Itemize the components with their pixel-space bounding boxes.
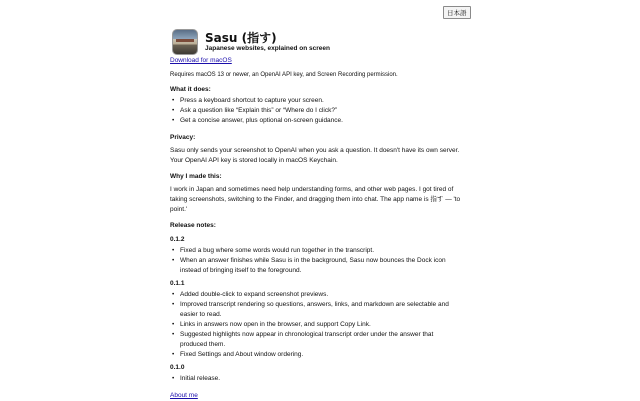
list-item-continuation: produced them. [180,341,226,348]
release-notes-heading: Release notes: [170,222,216,229]
download-link[interactable]: Download for macOS [170,57,232,64]
privacy-text-line1: Sasu only sends your screenshot to OpenAI when you ask a question. It doesn't have its own server. [170,147,460,154]
language-toggle-button[interactable]: 日本語 [443,6,471,19]
app-subtitle: Japanese websites, explained on screen [205,45,331,52]
why-text-line2: taking screenshots, switching to the Finder, and dragging them into chat. The app name is 指す — 'to [170,196,461,203]
about-me-link[interactable]: About me [170,392,198,399]
list-item: • Suggested highlights now appear in chronological transcript order under the answer that [180,330,470,340]
list-item: • Links in answers now open in the browser, and support Copy Link. [180,320,470,330]
list-item: • Initial release. [180,374,470,384]
why-heading: Why I made this: [170,173,222,180]
list-item: • Fixed Settings and About window ordering. [180,350,470,360]
list-item-continuation: instead of bringing itself to the foreground. [180,267,302,274]
list-item: • Fixed a bug where some words would run together in the transcript. [180,246,470,256]
list-item: • Press a keyboard shortcut to capture your screen. [180,96,470,106]
app-icon [172,29,198,55]
privacy-text-line2: Your OpenAI API key is stored locally in macOS Keychain. [170,157,338,164]
why-text-line1: I work in Japan and sometimes need help understanding forms, and other web pages. I got tired of [170,186,454,193]
list-item: • Improved transcript rendering so questions, answers, links, and markdown are selectable and [180,300,470,310]
requirements-text: Requires macOS 13 or newer, an OpenAI API key, and Screen Recording permission. [170,72,398,78]
list-item: • Ask a question like “Explain this” or “Where do I click?” [180,106,470,116]
version-0-1-1: 0.1.1 [170,280,185,287]
what-heading: What it does: [170,86,211,93]
list-item: • When an answer finishes while Sasu is in the background, Sasu now bounces the Dock icon [180,256,470,266]
list-item: • Get a concise answer, plus optional on-screen guidance. [180,116,470,126]
privacy-heading: Privacy: [170,134,196,141]
app-title: Sasu (指す) [205,31,277,45]
version-0-1-0: 0.1.0 [170,364,185,371]
list-item: • Added double-click to expand screenshot previews. [180,290,470,300]
version-0-1-2: 0.1.2 [170,236,185,243]
list-item-continuation: easier to read. [180,311,222,318]
why-text-line3: point.' [170,206,188,213]
